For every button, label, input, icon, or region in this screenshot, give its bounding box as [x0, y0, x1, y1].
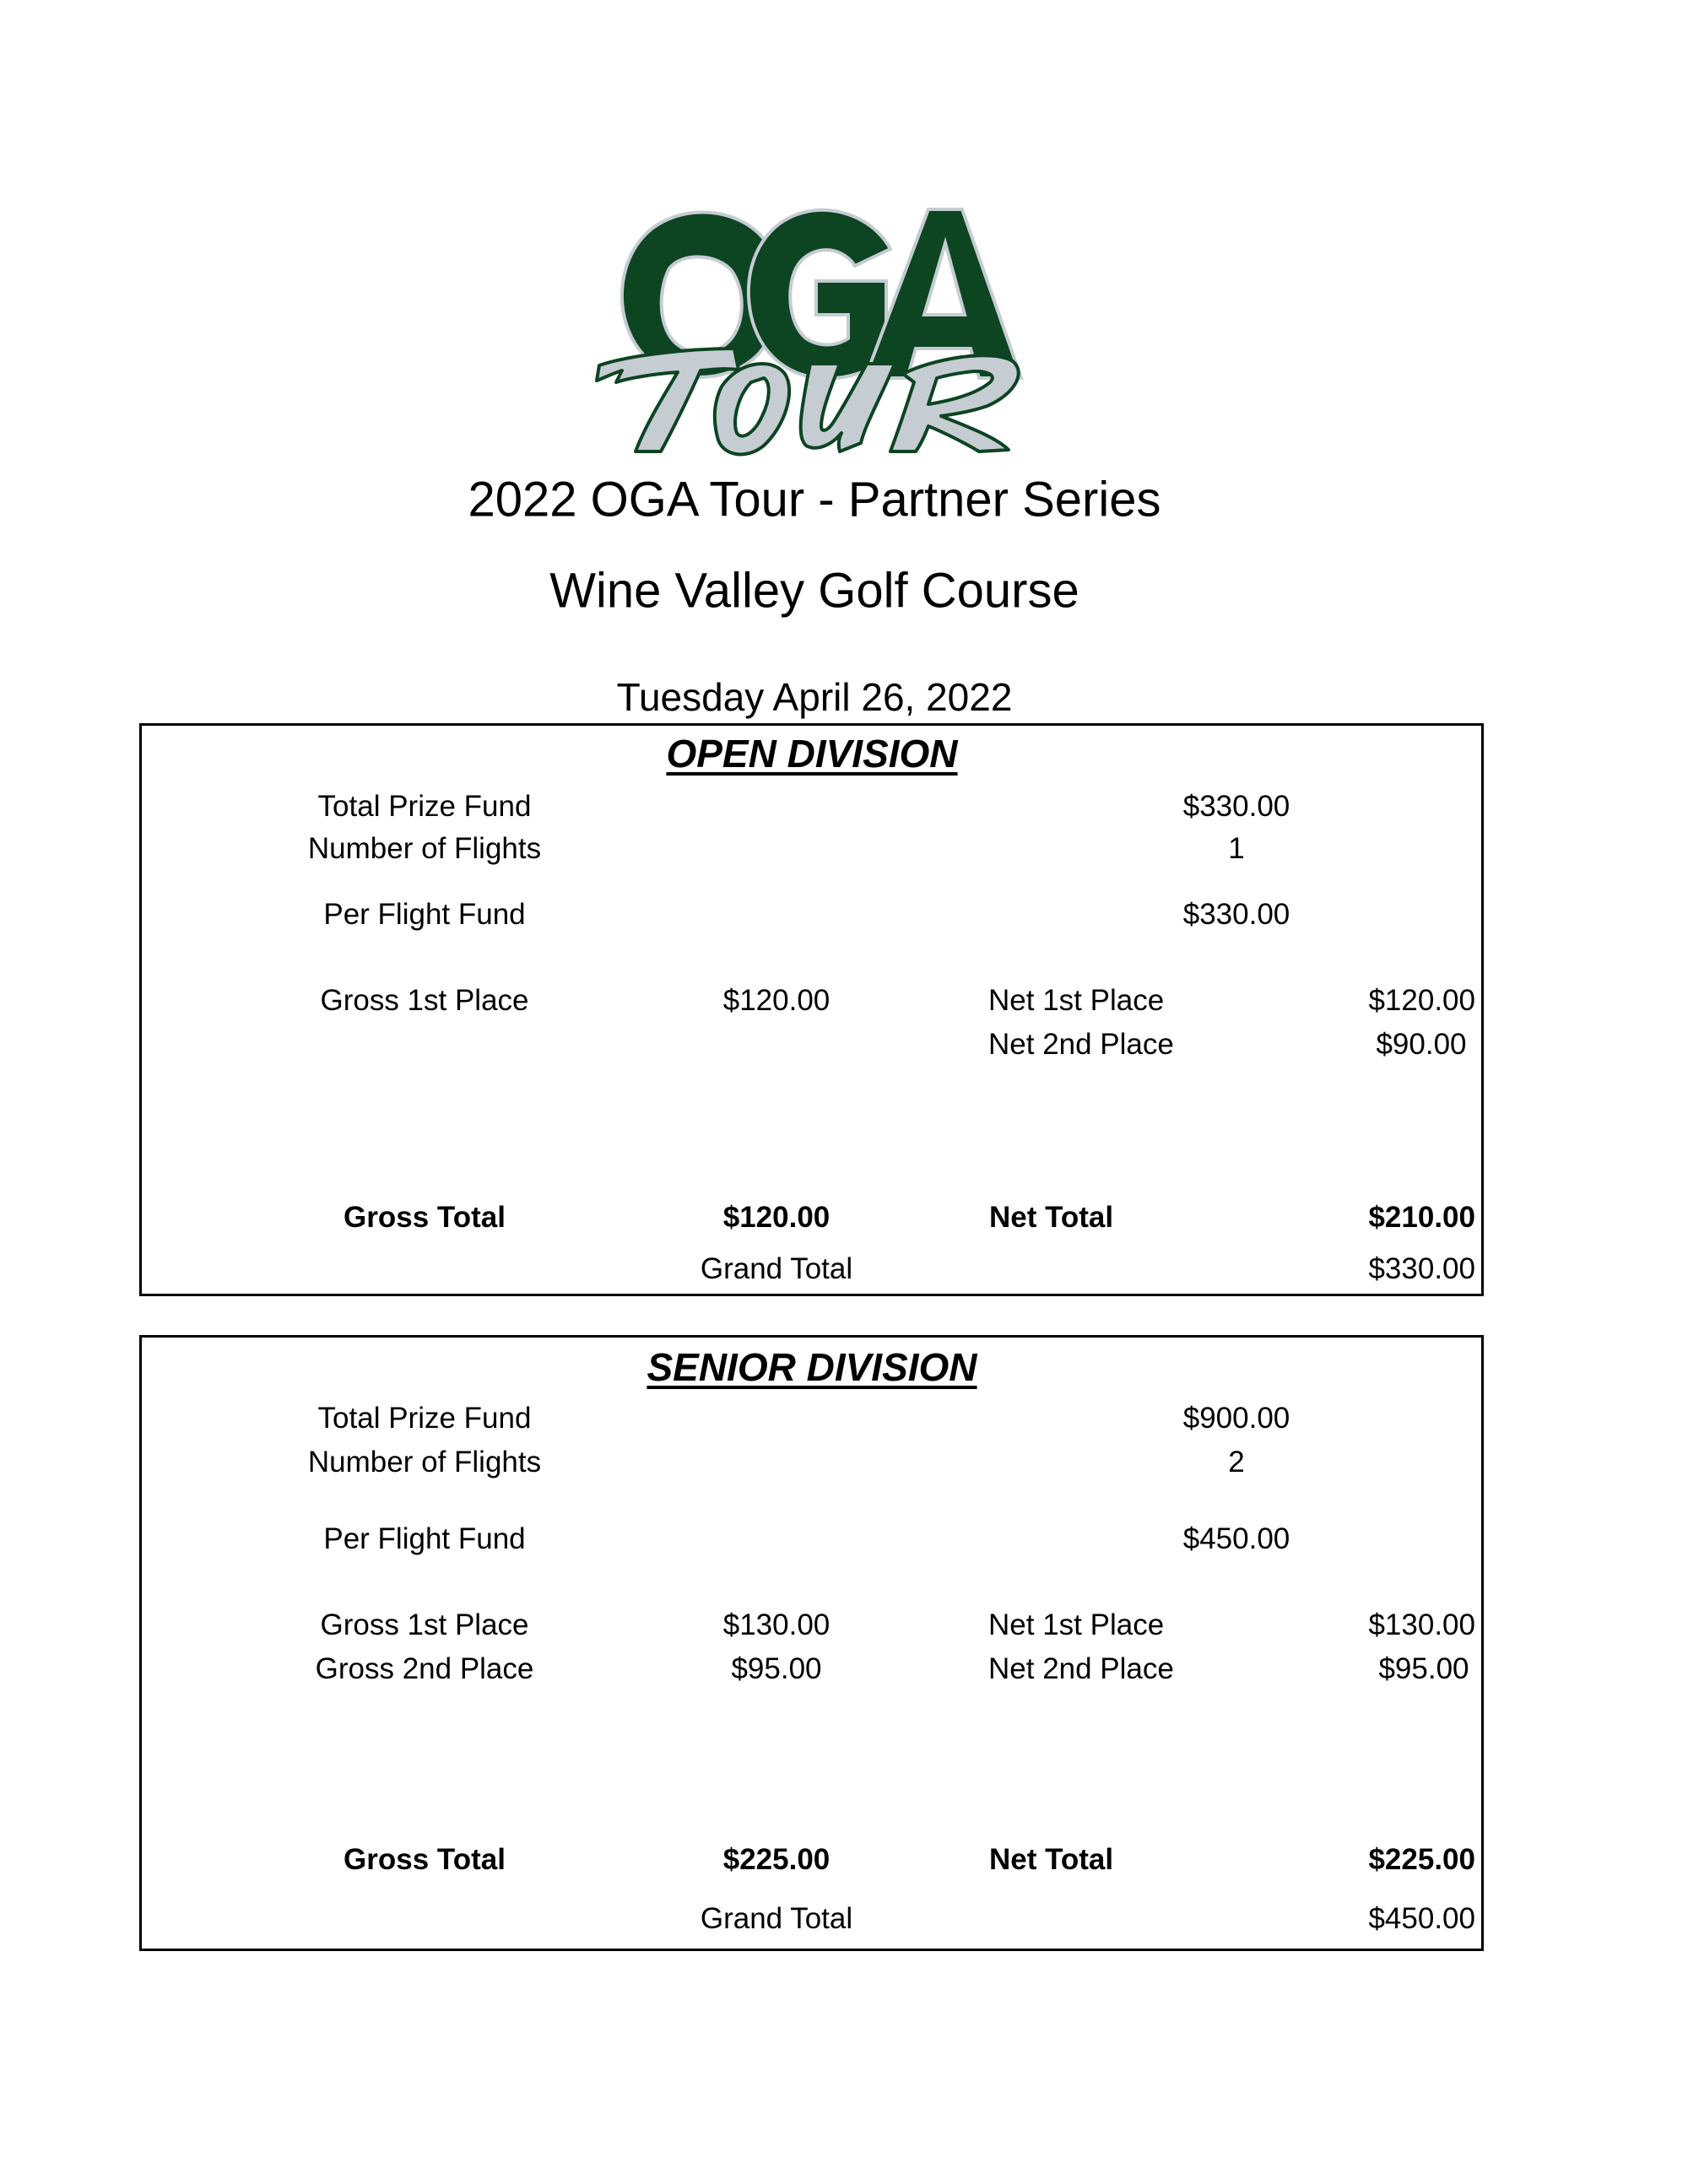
number-of-flights-label: Number of Flights: [307, 1446, 542, 1479]
net-place-amount: $120.00: [1368, 984, 1475, 1017]
total-prize-fund-value: $330.00: [1182, 790, 1290, 823]
gross-place-label: Gross 1st Place: [320, 984, 529, 1017]
event-date: Tuesday April 26, 2022: [616, 675, 1013, 719]
total-prize-fund-value: $900.00: [1182, 1402, 1290, 1435]
gross-total-value: $225.00: [722, 1843, 830, 1876]
gross-total-value: $120.00: [722, 1201, 830, 1234]
grand-total-label: Grand Total: [700, 1902, 853, 1935]
net-place-label: Net 1st Place: [988, 984, 1165, 1017]
gross-place-label: Gross 2nd Place: [315, 1652, 534, 1685]
oga-tour-logo-icon: [595, 205, 1027, 460]
net-place-amount: $90.00: [1376, 1028, 1467, 1061]
gross-place-amount: $120.00: [722, 984, 830, 1017]
gross-total-label: Gross Total: [344, 1843, 506, 1876]
net-total-value: $210.00: [1368, 1201, 1475, 1234]
net-place-amount: $95.00: [1378, 1652, 1469, 1685]
net-place-label: Net 1st Place: [988, 1608, 1165, 1641]
gross-total-label: Gross Total: [344, 1201, 506, 1234]
oga-tour-logo: [595, 205, 1027, 460]
number-of-flights-label: Number of Flights: [307, 832, 542, 865]
net-place-label: Net 2nd Place: [988, 1652, 1174, 1685]
page-title: 2022 OGA Tour - Partner Series: [468, 472, 1161, 527]
number-of-flights-value: 2: [1228, 1446, 1245, 1479]
total-prize-fund-label: Total Prize Fund: [317, 790, 532, 823]
total-prize-fund-label: Total Prize Fund: [317, 1402, 532, 1435]
per-flight-fund-value: $330.00: [1182, 898, 1290, 931]
net-place-label: Net 2nd Place: [988, 1028, 1174, 1061]
senior-division-heading: SENIOR DIVISION: [647, 1345, 977, 1389]
grand-total-value: $330.00: [1368, 1252, 1475, 1285]
number-of-flights-value: 1: [1228, 832, 1245, 865]
gross-place-amount: $95.00: [731, 1652, 822, 1685]
grand-total-value: $450.00: [1368, 1902, 1475, 1935]
net-total-label: Net Total: [989, 1843, 1114, 1876]
per-flight-fund-value: $450.00: [1182, 1522, 1290, 1555]
per-flight-fund-label: Per Flight Fund: [323, 1522, 526, 1555]
course-name: Wine Valley Golf Course: [549, 563, 1079, 619]
grand-total-label: Grand Total: [700, 1252, 853, 1285]
open-division-heading: OPEN DIVISION: [666, 732, 958, 776]
gross-place-label: Gross 1st Place: [320, 1608, 529, 1641]
net-place-amount: $130.00: [1368, 1608, 1475, 1641]
net-total-value: $225.00: [1368, 1843, 1475, 1876]
per-flight-fund-label: Per Flight Fund: [323, 898, 526, 931]
net-total-label: Net Total: [989, 1201, 1114, 1234]
gross-place-amount: $130.00: [722, 1608, 830, 1641]
